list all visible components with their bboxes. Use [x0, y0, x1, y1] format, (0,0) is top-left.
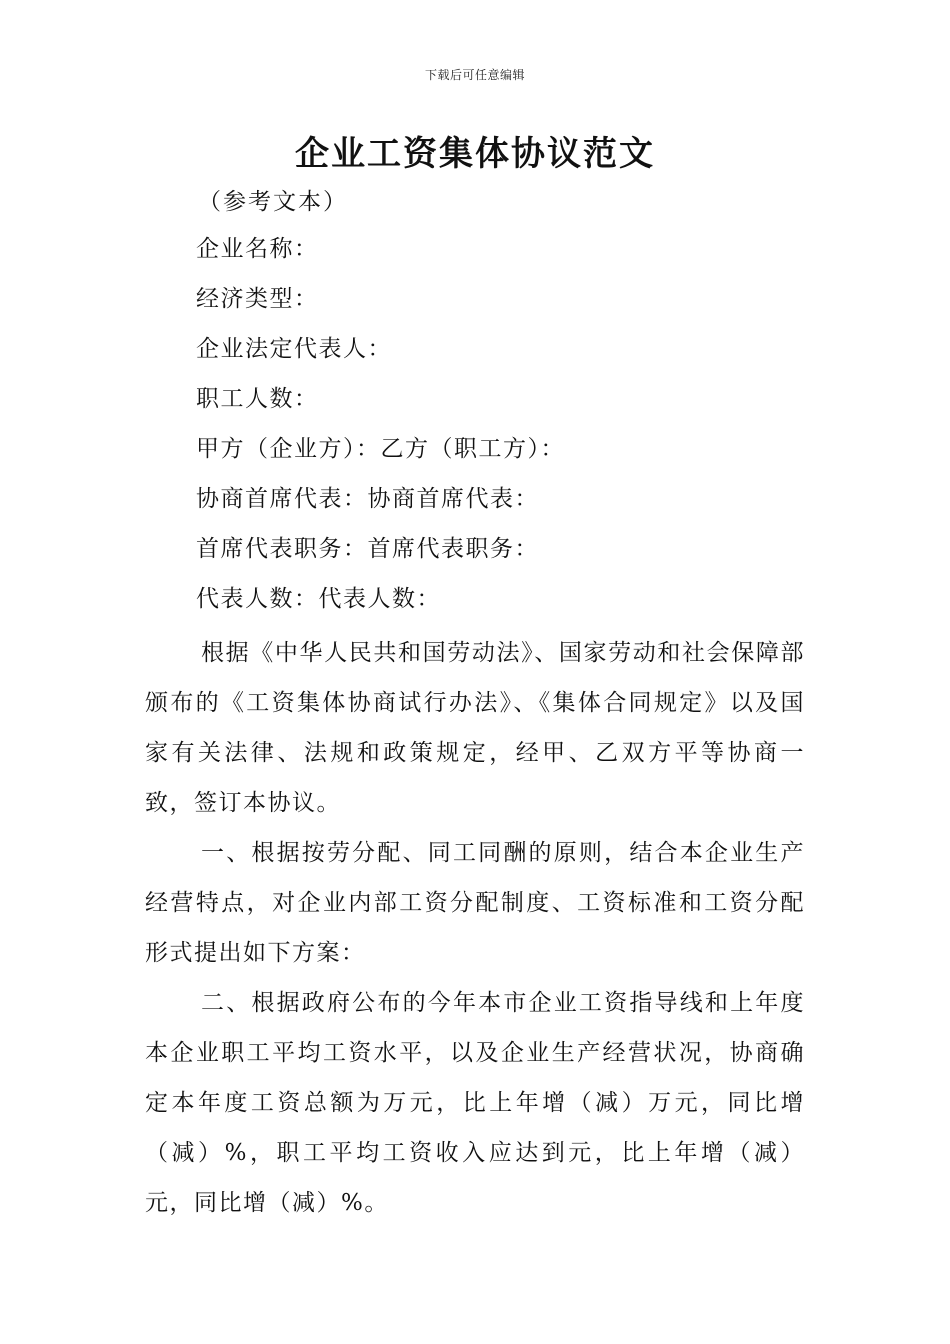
paragraph-clause-2: 二、根据政府公布的今年本市企业工资指导线和上年度本企业职工平均工资水平，以及企业生产经营状况，协商确定本年度工资总额为万元，比上年增（减）万元，同比增（减）%，职工平均工资收入应达到元，比上年增（减）元，同比增（减）%。 — [145, 990, 805, 1216]
field-legal-representative: 企业法定代表人： — [196, 336, 392, 362]
header-note: 下载后可任意编辑 — [424, 68, 525, 82]
field-economic-type: 经济类型： — [196, 286, 319, 312]
document-subtitle: （参考文本） — [198, 189, 348, 215]
field-chief-representatives: 协商首席代表：协商首席代表： — [196, 486, 539, 512]
field-chief-representative-positions: 首席代表职务：首席代表职务： — [196, 536, 539, 562]
document-title: 企业工资集体协议范文 — [295, 134, 655, 174]
field-company-name: 企业名称： — [196, 236, 319, 262]
field-parties: 甲方（企业方）：乙方（职工方）： — [196, 436, 565, 462]
info-field-list — [196, 232, 565, 632]
document-body — [145, 628, 805, 1228]
paragraph-clause-1: 一、根据按劳分配、同工同酬的原则，结合本企业生产经营特点，对企业内部工资分配制度、工资标准和工资分配形式提出如下方案： — [145, 840, 805, 966]
paragraph-preamble: 根据《中华人民共和国劳动法》、国家劳动和社会保障部颁布的《工资集体协商试行办法》、《集体合同规定》以及国家有关法律、法规和政策规定，经甲、乙双方平等协商一致，签订本协议。 — [145, 640, 805, 816]
field-representative-counts: 代表人数：代表人数： — [196, 586, 441, 612]
field-employee-count: 职工人数： — [196, 386, 319, 412]
